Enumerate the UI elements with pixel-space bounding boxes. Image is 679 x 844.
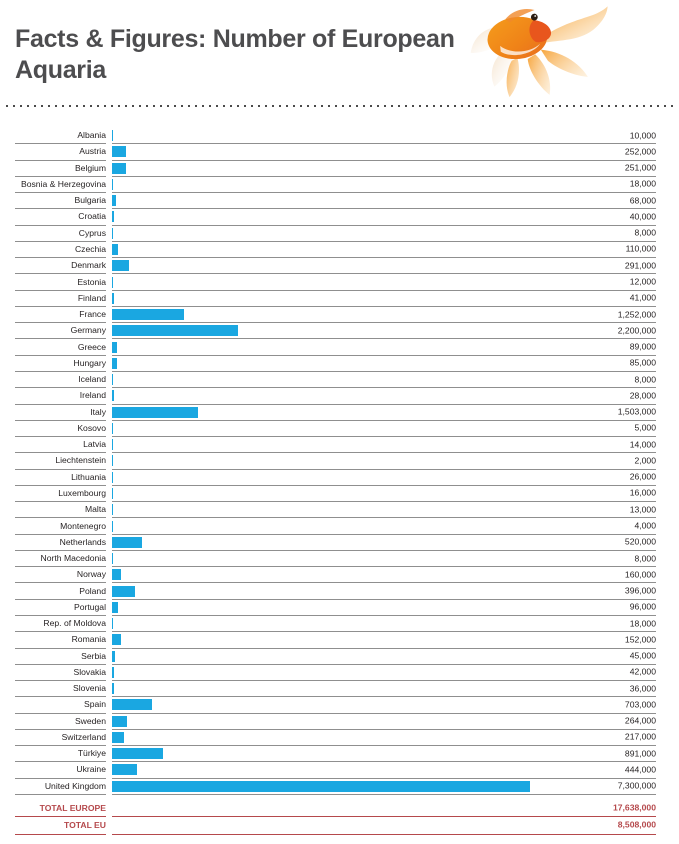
row-value: 8,000 (634, 227, 656, 238)
row-chart-cell (112, 226, 656, 242)
row-label: Luxembourg (58, 487, 106, 498)
row-label-cell (15, 421, 106, 437)
total-label: TOTAL EU (63, 819, 106, 830)
row-label-cell (15, 128, 106, 144)
chart-row (0, 356, 679, 372)
row-chart-cell (112, 486, 656, 502)
row-label-cell (15, 535, 106, 551)
chart-row (0, 714, 679, 730)
chart-row (0, 372, 679, 388)
row-bar (112, 342, 117, 353)
chart-row (0, 258, 679, 274)
row-value: 444,000 (624, 764, 656, 775)
row-label-cell (15, 762, 106, 778)
row-chart-cell (112, 437, 656, 453)
row-label-cell (15, 665, 106, 681)
row-label: Iceland (78, 374, 106, 385)
row-label-cell (15, 388, 106, 404)
row-label: Germany (70, 325, 106, 336)
row-bar (112, 732, 124, 743)
row-value: 10,000 (629, 130, 656, 141)
row-label: Belgium (74, 162, 106, 173)
row-chart-cell (112, 649, 656, 665)
row-bar (112, 407, 198, 418)
row-label: Slovenia (73, 683, 106, 694)
row-label: France (79, 309, 106, 320)
row-value: 160,000 (624, 569, 656, 580)
row-bar (112, 195, 116, 206)
total-chart-cell (112, 800, 656, 817)
row-chart-cell (112, 193, 656, 209)
row-label-cell (15, 632, 106, 648)
row-label: Spain (84, 699, 106, 710)
row-chart-cell (112, 730, 656, 746)
row-label: Finland (77, 292, 106, 303)
row-chart-cell (112, 421, 656, 437)
row-value: 152,000 (624, 634, 656, 645)
row-chart-cell (112, 502, 656, 518)
row-bar (112, 309, 184, 320)
row-label: Ukraine (76, 764, 106, 775)
row-chart-cell (112, 714, 656, 730)
row-chart-cell (112, 779, 656, 795)
row-bar (112, 781, 530, 792)
row-value: 14,000 (629, 439, 656, 450)
row-bar (112, 488, 113, 499)
goldfish-icon (461, 2, 613, 102)
row-label: Bosnia & Herzegovina (20, 178, 106, 189)
row-bar (112, 699, 152, 710)
row-chart-cell (112, 746, 656, 762)
row-value: 1,503,000 (617, 406, 656, 417)
row-chart-cell (112, 291, 656, 307)
row-label-cell (15, 746, 106, 762)
total-row (0, 800, 679, 817)
row-value: 217,000 (624, 732, 656, 743)
row-chart-cell (112, 161, 656, 177)
chart-rows (0, 128, 679, 795)
row-label-cell (15, 453, 106, 469)
row-label-cell (15, 372, 106, 388)
row-value: 2,200,000 (617, 325, 656, 336)
row-value: 110,000 (625, 244, 656, 255)
row-bar (112, 390, 114, 401)
row-bar (112, 244, 118, 255)
row-chart-cell (112, 681, 656, 697)
chart-row (0, 649, 679, 665)
row-label: Türkiye (77, 748, 106, 759)
chart-row (0, 551, 679, 567)
row-label-cell (15, 209, 106, 225)
row-chart-cell (112, 551, 656, 567)
chart-row (0, 453, 679, 469)
chart-row (0, 144, 679, 160)
row-chart-cell (112, 372, 656, 388)
row-label-cell (15, 356, 106, 372)
row-label: Hungary (73, 357, 106, 368)
row-label: Slovakia (73, 666, 106, 677)
row-label: Czechia (74, 243, 106, 254)
row-value: 89,000 (629, 341, 656, 352)
chart-row (0, 535, 679, 551)
chart-row (0, 616, 679, 632)
chart-row (0, 470, 679, 486)
chart-row (0, 486, 679, 502)
row-label: Poland (79, 585, 106, 596)
row-bar (112, 667, 114, 678)
row-value: 520,000 (624, 536, 656, 547)
row-bar (112, 163, 126, 174)
row-bar (112, 374, 113, 385)
row-label-cell (15, 697, 106, 713)
row-label: Albania (77, 130, 106, 141)
row-label: Italy (90, 406, 106, 417)
row-value: 1,252,000 (617, 309, 656, 320)
row-label: Cyprus (78, 227, 106, 238)
row-chart-cell (112, 518, 656, 534)
row-label-cell (15, 502, 106, 518)
row-label-cell (15, 242, 106, 258)
aquaria-bar-chart (0, 128, 679, 835)
row-label-cell (15, 291, 106, 307)
row-label: Greece (77, 341, 106, 352)
row-value: 18,000 (629, 179, 656, 190)
chart-row (0, 161, 679, 177)
row-label-cell (15, 323, 106, 339)
row-label-cell (15, 779, 106, 795)
row-bar (112, 602, 118, 613)
row-chart-cell (112, 128, 656, 144)
row-value: 264,000 (624, 715, 656, 726)
row-label: Latvia (83, 439, 106, 450)
chart-row (0, 388, 679, 404)
row-label: Bulgaria (74, 195, 106, 206)
row-label: North Macedonia (40, 553, 106, 564)
chart-row (0, 583, 679, 599)
chart-row (0, 226, 679, 242)
row-bar (112, 618, 113, 629)
chart-row (0, 665, 679, 681)
row-label-cell (15, 339, 106, 355)
row-bar (112, 472, 113, 483)
row-value: 13,000 (629, 504, 656, 515)
chart-row (0, 193, 679, 209)
row-label-cell (15, 551, 106, 567)
row-label: Rep. of Moldova (43, 618, 106, 629)
row-bar (112, 211, 114, 222)
row-label: Romania (71, 634, 106, 645)
chart-row (0, 421, 679, 437)
row-bar (112, 764, 137, 775)
row-label-cell (15, 681, 106, 697)
row-bar (112, 748, 163, 759)
row-value: 42,000 (629, 666, 656, 677)
row-bar (112, 423, 113, 434)
row-bar (112, 634, 121, 645)
chart-row (0, 746, 679, 762)
row-label: Netherlands (59, 536, 106, 547)
row-chart-cell (112, 388, 656, 404)
row-bar (112, 228, 113, 239)
row-bar (112, 130, 113, 141)
row-label-cell (15, 177, 106, 193)
row-value: 18,000 (629, 618, 656, 629)
row-label: Serbia (81, 650, 106, 661)
row-value: 96,000 (629, 601, 656, 612)
row-chart-cell (112, 600, 656, 616)
row-chart-cell (112, 339, 656, 355)
row-value: 4,000 (634, 520, 656, 531)
row-value: 5,000 (634, 423, 656, 434)
row-bar (112, 260, 129, 271)
row-bar (112, 537, 142, 548)
row-label: Lithuania (71, 471, 106, 482)
chart-row (0, 274, 679, 290)
row-bar (112, 146, 126, 157)
row-bar (112, 716, 127, 727)
row-label: United Kingdom (44, 780, 106, 791)
row-chart-cell (112, 356, 656, 372)
row-label-cell (15, 226, 106, 242)
row-value: 8,000 (634, 374, 656, 385)
row-value: 396,000 (624, 585, 656, 596)
row-chart-cell (112, 144, 656, 160)
row-value: 2,000 (634, 455, 656, 466)
chart-row (0, 600, 679, 616)
chart-row (0, 405, 679, 421)
row-bar (112, 553, 113, 564)
row-chart-cell (112, 583, 656, 599)
total-value: 8,508,000 (617, 820, 656, 831)
row-label-cell (15, 486, 106, 502)
row-bar (112, 521, 113, 532)
dotted-divider (6, 105, 673, 107)
chart-row (0, 681, 679, 697)
row-label: Malta (84, 504, 106, 515)
row-label-cell (15, 258, 106, 274)
page-header (0, 0, 679, 106)
total-chart-cell (112, 817, 656, 834)
row-value: 252,000 (624, 146, 656, 157)
row-chart-cell (112, 535, 656, 551)
chart-row (0, 762, 679, 778)
row-label-cell (15, 274, 106, 290)
row-value: 26,000 (629, 471, 656, 482)
row-label: Ireland (79, 390, 106, 401)
row-chart-cell (112, 762, 656, 778)
row-chart-cell (112, 567, 656, 583)
chart-row (0, 730, 679, 746)
row-value: 291,000 (624, 260, 656, 271)
row-bar (112, 439, 113, 450)
row-chart-cell (112, 405, 656, 421)
row-value: 68,000 (629, 195, 656, 206)
row-label-cell (15, 470, 106, 486)
row-chart-cell (112, 470, 656, 486)
row-value: 251,000 (624, 162, 656, 173)
row-bar (112, 683, 114, 694)
row-bar (112, 569, 121, 580)
row-bar (112, 277, 113, 288)
row-chart-cell (112, 697, 656, 713)
row-value: 703,000 (624, 699, 656, 710)
row-bar (112, 504, 113, 515)
total-value: 17,638,000 (612, 802, 656, 813)
row-label: Croatia (78, 211, 106, 222)
total-label-cell (15, 817, 106, 834)
row-chart-cell (112, 307, 656, 323)
row-label-cell (15, 649, 106, 665)
chart-row (0, 242, 679, 258)
row-value: 28,000 (629, 390, 656, 401)
row-label: Estonia (77, 276, 106, 287)
row-bar (112, 455, 113, 466)
chart-row (0, 307, 679, 323)
row-chart-cell (112, 616, 656, 632)
row-value: 891,000 (624, 748, 656, 759)
chart-row (0, 697, 679, 713)
chart-row (0, 209, 679, 225)
row-label-cell (15, 405, 106, 421)
row-value: 16,000 (629, 488, 656, 499)
row-label: Kosovo (77, 422, 106, 433)
row-value: 8,000 (634, 553, 656, 564)
row-label-cell (15, 144, 106, 160)
row-bar (112, 358, 117, 369)
total-label: TOTAL EUROPE (39, 802, 106, 813)
row-label: Norway (76, 569, 106, 580)
row-label-cell (15, 161, 106, 177)
chart-row (0, 502, 679, 518)
row-label: Sweden (74, 715, 106, 726)
row-value: 41,000 (629, 292, 656, 303)
row-label: Liechtenstein (55, 455, 106, 466)
row-label-cell (15, 437, 106, 453)
row-label-cell (15, 307, 106, 323)
row-label-cell (15, 730, 106, 746)
page-title: Facts & Figures: Number of European Aquaria (15, 25, 455, 84)
row-chart-cell (112, 274, 656, 290)
row-label: Denmark (71, 260, 106, 271)
chart-row (0, 518, 679, 534)
goldfish-photo (461, 2, 613, 102)
row-chart-cell (112, 665, 656, 681)
row-value: 12,000 (629, 276, 656, 287)
row-label-cell (15, 583, 106, 599)
total-label-cell (15, 800, 106, 817)
row-bar (112, 651, 115, 662)
chart-row (0, 779, 679, 795)
chart-row (0, 177, 679, 193)
row-label-cell (15, 714, 106, 730)
row-bar (112, 179, 113, 190)
row-value: 36,000 (629, 683, 656, 694)
row-label: Portugal (73, 601, 106, 612)
row-label-cell (15, 518, 106, 534)
row-chart-cell (112, 177, 656, 193)
chart-row (0, 339, 679, 355)
row-label-cell (15, 616, 106, 632)
chart-row (0, 291, 679, 307)
row-chart-cell (112, 632, 656, 648)
row-label: Austria (79, 146, 106, 157)
row-label-cell (15, 567, 106, 583)
row-bar (112, 586, 135, 597)
row-value: 45,000 (629, 650, 656, 661)
total-row (0, 817, 679, 834)
row-label-cell (15, 193, 106, 209)
chart-row (0, 323, 679, 339)
row-label: Switzerland (61, 731, 106, 742)
chart-totals (0, 800, 679, 835)
row-bar (112, 325, 238, 336)
row-bar (112, 293, 114, 304)
row-chart-cell (112, 323, 656, 339)
row-label-cell (15, 600, 106, 616)
row-label: Montenegro (60, 520, 106, 531)
row-value: 40,000 (629, 211, 656, 222)
chart-row (0, 437, 679, 453)
row-chart-cell (112, 209, 656, 225)
chart-row (0, 632, 679, 648)
row-value: 7,300,000 (617, 780, 656, 791)
row-chart-cell (112, 258, 656, 274)
row-chart-cell (112, 453, 656, 469)
chart-row (0, 128, 679, 144)
chart-row (0, 567, 679, 583)
row-chart-cell (112, 242, 656, 258)
row-value: 85,000 (629, 357, 656, 368)
